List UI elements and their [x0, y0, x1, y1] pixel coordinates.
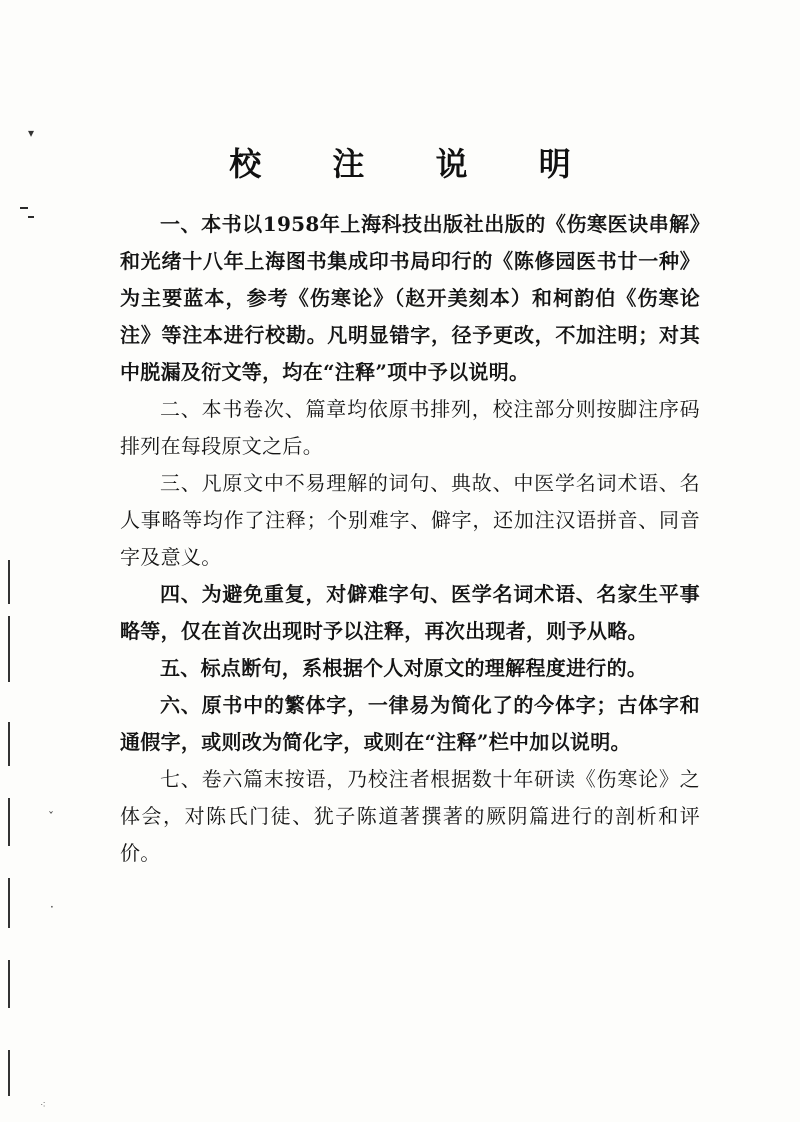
document-body: [120, 206, 700, 872]
paragraph-6: 六、原书中的繁体字，一律易为简化了的今体字；古体字和通假字，或则改为简化字，或则在“注释”栏中加以说明。: [120, 693, 700, 754]
paragraph-2: 二、本书卷次、篇章均依原书排列，校注部分则按脚注序码排列在每段原文之后。: [120, 397, 700, 458]
margin-rule: [8, 560, 10, 604]
margin-rule: [8, 798, 10, 846]
paragraph-1: 一、本书以1958年上海科技出版社出版的《伤寒医诀串解》和光绪十八年上海图书集成印书局印行的《陈修园医书廿一种》为主要蓝本，参考《伤寒论》（赵开美刻本）和柯韵伯《伤寒论注》等注本进行校勘。凡明显错字，径予更改，不加注明；对其中脱漏及衍文等，均在“注释”项中予以说明。: [120, 212, 700, 384]
margin-mark: ˇ: [48, 810, 54, 824]
paragraph-7: 七、卷六篇末按语，乃校注者根据数十年研读《伤寒论》之体会，对陈氏门徒、犹子陈道著撰著的厥阴篇进行的剖析和评价。: [120, 767, 700, 865]
paragraph-4: 四、为避免重复，对僻难字句、医学名词术语、名家生平事略等，仅在首次出现时予以注释，再次出现者，则予从略。: [120, 582, 700, 643]
margin-mark: ·: [50, 900, 54, 914]
margin-rule: [8, 616, 10, 682]
paragraph-5: 五、标点断句，系根据个人对原文的理解程度进行的。: [160, 656, 648, 680]
margin-mark: [20, 207, 28, 209]
margin-mark: [28, 216, 34, 218]
margin-rule: [8, 960, 10, 1008]
margin-mark: ⁖: [40, 1100, 46, 1111]
margin-mark: ▾: [28, 126, 35, 140]
margin-rule: [8, 878, 10, 928]
margin-rule: [8, 1050, 10, 1096]
margin-rule: [8, 722, 10, 766]
page-title: 校 注 说 明: [229, 145, 601, 184]
paragraph-3: 三、凡原文中不易理解的词句、典故、中医学名词术语、名人事略等均作了注释；个别难字、僻字，还加注汉语拼音、同音字及意义。: [120, 471, 700, 569]
